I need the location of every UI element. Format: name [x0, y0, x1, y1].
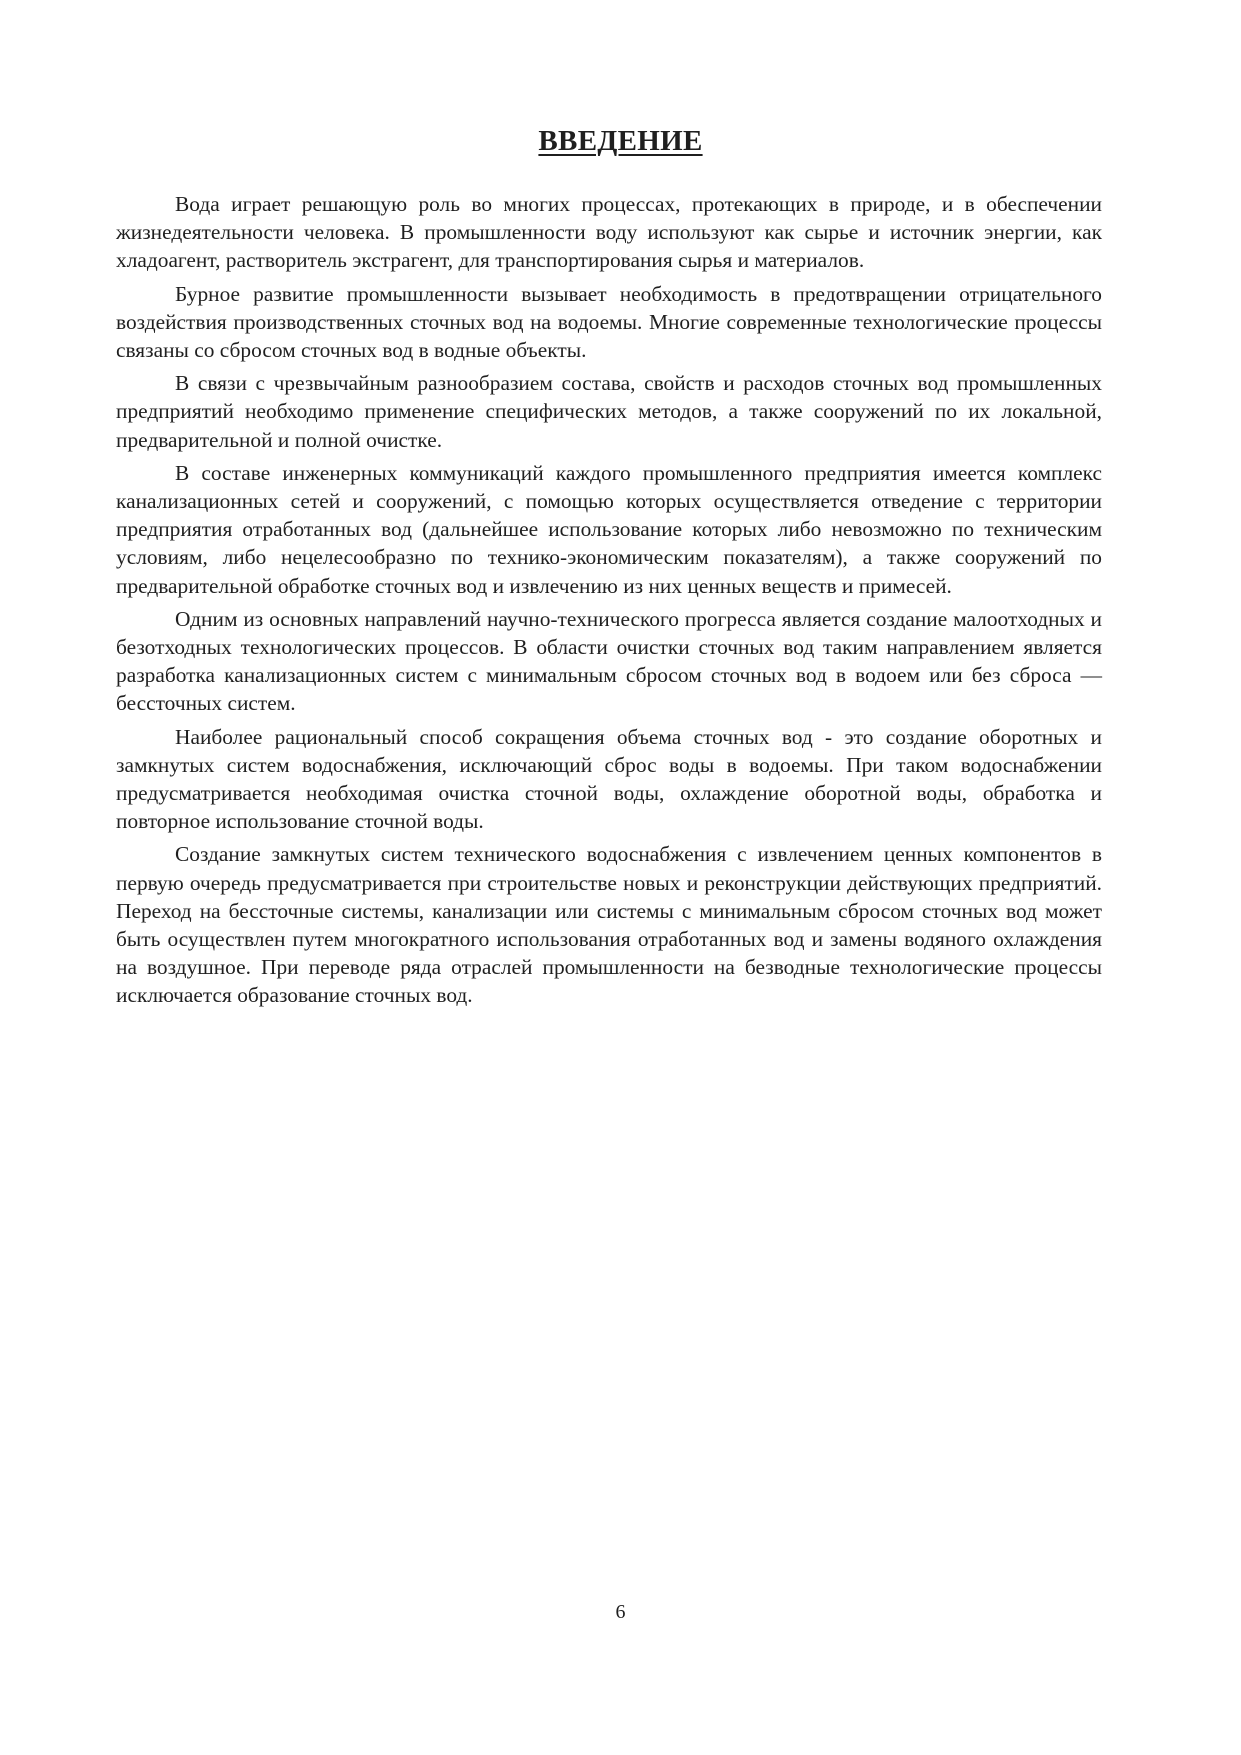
paragraph-6: Наиболее рациональный способ сокращения объема сточных вод - это создание оборотных и замкнутых систем водоснабжения, исключающий сброс воды в водоемы. При таком водоснабжении предусматривается необходимая очистка сточной воды, охлаждение оборотной воды, обработка и повторное использование сточной воды. — [116, 724, 1102, 834]
page-heading: ВВЕДЕНИЕ — [538, 125, 703, 157]
paragraph-5: Одним из основных направлений научно-технического прогресса является создание малоотходных и безотходных технологических процессов. В области очистки сточных вод таким направлением является разработка канализационных систем с минимальным сбросом сточных вод в водоем или без сброса — бессточных систем. — [116, 606, 1102, 716]
paragraph-7: Создание замкнутых систем технического водоснабжения с извлечением ценных компонентов в первую очередь предусматривается при строительстве новых и реконструкции действующих предприятий. Переход на бессточные системы, канализации или системы с минимальным сбросом сточных вод может быть осуществлен путем многократного использования отработанных вод и замены водяного охлаждения на воздушное. При переводе ряда отраслей промышленности на безводные технологические процессы исключается образование сточных вод. — [116, 842, 1102, 1008]
page-number: 6 — [615, 1601, 626, 1623]
paragraph-2: Бурное развитие промышленности вызывает необходимость в предотвращении отрицательного воздействия производственных сточных вод на водоемы. Многие современные технологические процессы связаны со сбросом сточных вод в водные объекты. — [116, 281, 1102, 363]
body-text — [116, 190, 1102, 1015]
paragraph-3: В связи с чрезвычайным разнообразием состава, свойств и расходов сточных вод промышленных предприятий необходимо применение специфических методов, а также сооружений по их локальной, предварительной и полной очистке. — [116, 371, 1102, 452]
paragraph-4: В составе инженерных коммуникаций каждого промышленного предприятия имеется комплекс канализационных сетей и сооружений, с помощью которых осуществляется отведение с территории предприятия отработанных вод (дальнейшее использование которых либо невозможно по техническим условиям, либо нецелесообразно по технико-экономическим показателям), а также сооружений по предварительной обработке сточных вод и извлечению из них ценных веществ и примесей. — [116, 460, 1102, 598]
paragraph-1: Вода играет решающую роль во многих процессах, протекающих в природе, и в обеспечении жизнедеятельности человека. В промышленности воду используют как сырье и источник энергии, как хладоагент, растворитель экстрагент, для транспортирования сырья и материалов. — [116, 192, 1102, 273]
